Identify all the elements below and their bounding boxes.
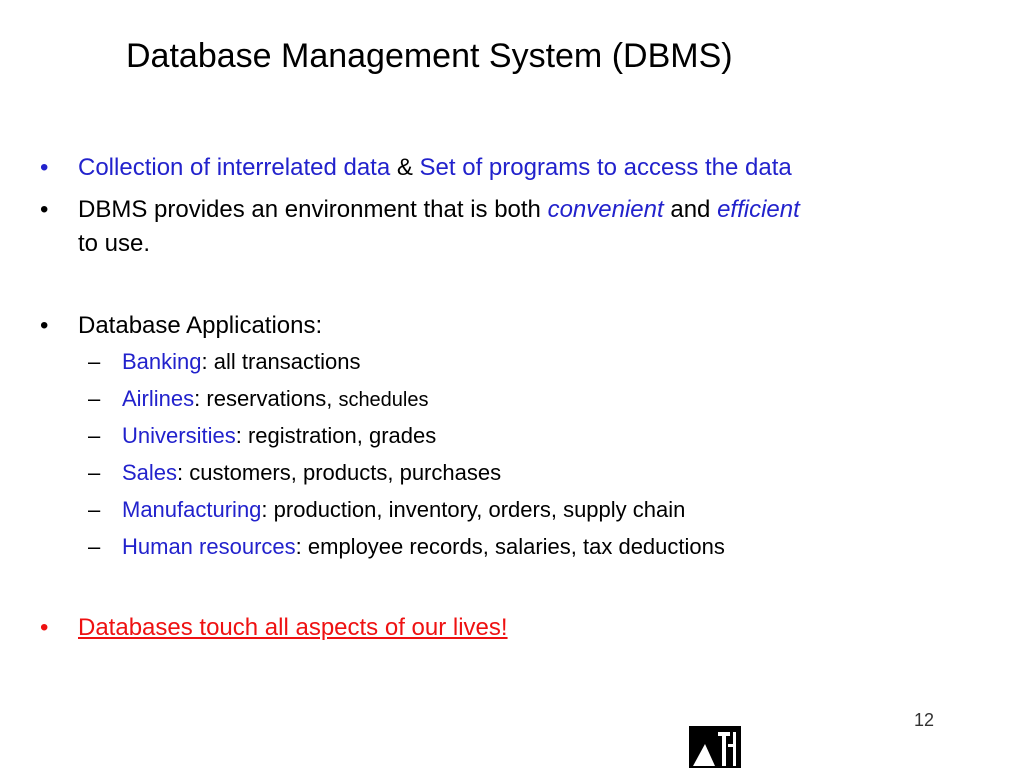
app-desc: production, inventory, orders, supply chain [267, 497, 686, 522]
slide-title: Database Management System (DBMS) [126, 37, 733, 75]
bullet-marker: • [40, 154, 49, 181]
interrelated-data-text: Collection of interrelated data [78, 154, 391, 181]
dash-marker: – [88, 349, 101, 374]
institution-logo-icon [689, 726, 741, 768]
app-name: Human resources [122, 534, 296, 559]
page-number: 12 [914, 710, 935, 730]
app-sep: : [261, 497, 268, 522]
app-sep: : [201, 349, 208, 374]
dash-marker: – [88, 460, 101, 485]
app-sep: : [194, 386, 201, 411]
databases-lives-text: Databases touch all aspects of our lives! [78, 614, 508, 641]
app-desc-small: schedules [338, 389, 429, 411]
dash-marker: – [88, 423, 101, 448]
efficient-text: efficient [717, 196, 800, 223]
app-name: Banking [122, 349, 202, 374]
bullet-marker: • [40, 614, 49, 641]
and-text: and [663, 196, 718, 223]
bullet-marker: • [40, 196, 49, 223]
to-use-text: to use. [78, 230, 151, 257]
dash-marker: – [88, 497, 101, 522]
app-name: Sales [122, 460, 178, 485]
app-name: Universities [122, 423, 236, 448]
applications-heading: Database Applications: [78, 312, 323, 339]
bullet-marker: • [40, 312, 49, 339]
app-desc: employee records, salaries, tax deductions [301, 534, 725, 559]
app-name: Airlines [122, 386, 195, 411]
app-desc: customers, products, purchases [183, 460, 502, 485]
app-sep: : [235, 423, 242, 448]
app-desc: registration, grades [241, 423, 437, 448]
dash-marker: – [88, 386, 101, 411]
app-sep: : [177, 460, 184, 485]
app-desc: all transactions [207, 349, 361, 374]
convenient-text: convenient [547, 196, 664, 223]
dash-marker: – [88, 534, 101, 559]
app-desc: reservations, [200, 386, 339, 411]
environment-text: DBMS provides an environment that is both [78, 196, 548, 223]
programs-text: Set of programs to access the data [419, 154, 792, 181]
app-sep: : [295, 534, 302, 559]
ampersand-text: & [390, 154, 420, 181]
app-name: Manufacturing [122, 497, 262, 522]
